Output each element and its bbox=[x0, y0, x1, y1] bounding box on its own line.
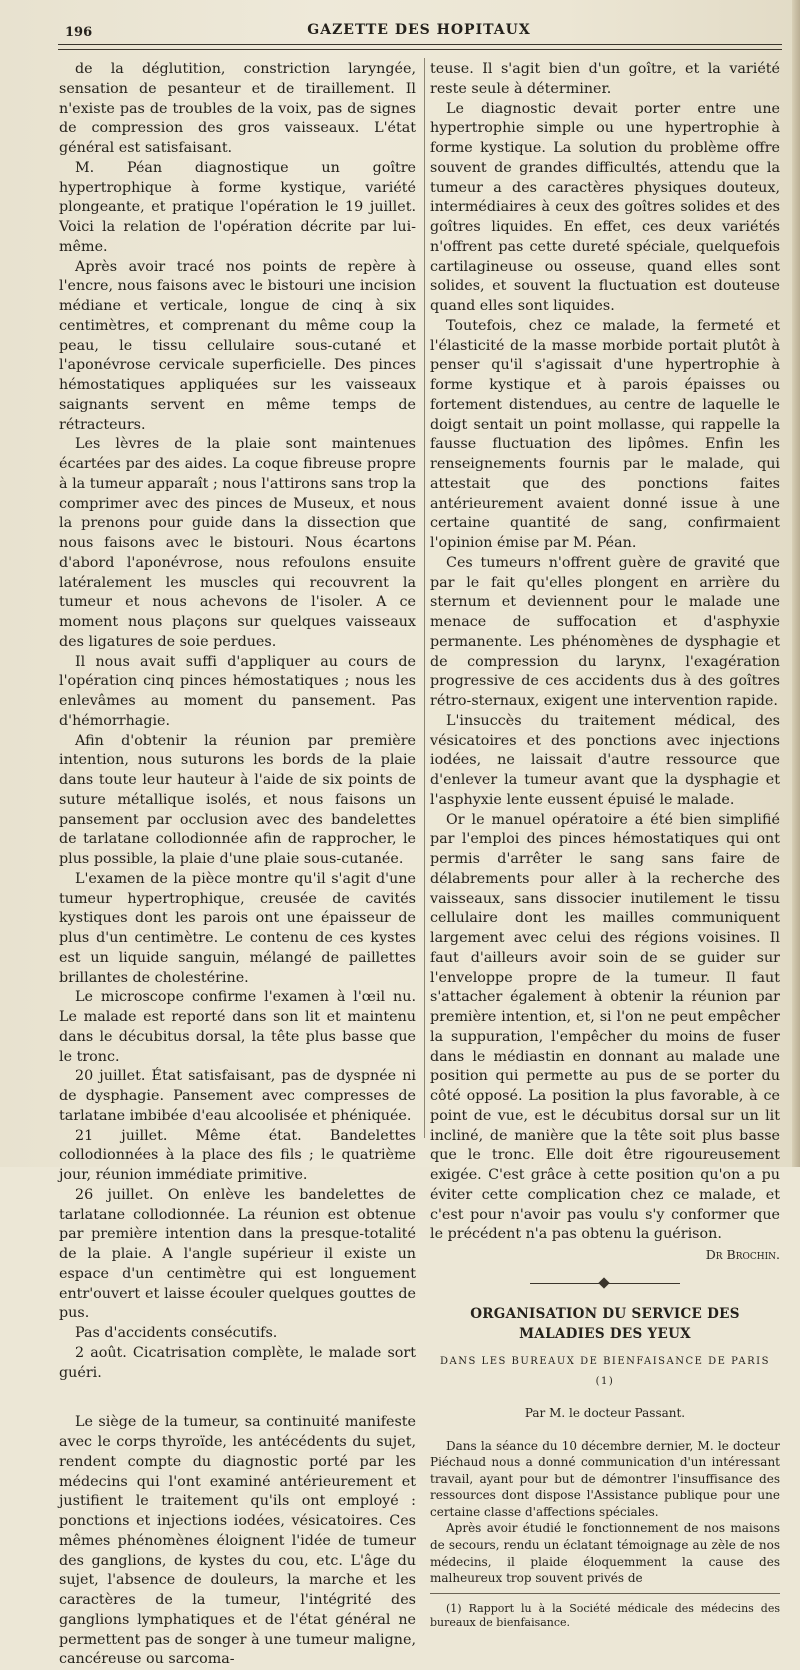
paragraph: Dans la séance du 10 décembre dernier, M. le docteur Piéchaud nous a donné communication d'un intéressant travail, ayant pour but de démontrer l'insuffisance des ressources dont dispose l'Assistance publique pour une certaine classe d'affections spéciales. bbox=[430, 1438, 780, 1519]
section-subtitle: DANS LES BUREAUX DE BIENFAISANCE DE PARIS (1) bbox=[440, 1356, 770, 1387]
footnote: (1) Rapport lu à la Société médicale des médecins des bureaux de bienfaisance. bbox=[430, 1601, 780, 1629]
paragraph: Le diagnostic devait porter entre une hypertrophie simple ou une hypertrophie à forme kystique. La solution du problème offre souvent de grandes difficultés, attendu que la tumeur a des caractères physiques douteux, intermédiaires à ceux des goîtres solides et des goîtres liquides. En effet, ces deux variétés n'offrent pas cette dureté spéciale, quelquefois cartilagineuse ou osseuse, quand elles sont solides, et souvent la fluctuation est douteuse quand elles sont liquides. bbox=[430, 100, 780, 314]
paragraph: Après avoir tracé nos points de repère à l'encre, nous faisons avec le bistouri une incision médiane et verticale, longue de cinq à six centimètres, et comprenant du même coup la peau, le tissu cellulaire sous-cutané et l'aponévrose cervicale superficielle. Des pinces hémostatiques appliquées sur les vaisseaux saignants servent en même temps de rétracteurs. bbox=[59, 258, 416, 433]
author-signature: Dr Brochin. bbox=[705, 1247, 780, 1262]
paragraph: 26 juillet. On enlève les bandelettes de tarlatane collodionnée. La réunion est obtenue par première intention dans la presque-totalité de la plaie. A l'angle supérieur il existe un espace d'un centimètre qui est longuement entr'ouvert et laisse écouler quelques gouttes de pus. bbox=[59, 1186, 416, 1322]
paragraph: de la déglutition, constriction laryngée, sensation de pesanteur et de tiraillement. Il n'existe pas de troubles de la voix, pas de signes de compression des gros vaisseaux. L'état général est satisfaisant. bbox=[59, 61, 416, 156]
paragraph: Or le manuel opératoire a été bien simplifié par l'emploi des pinces hémostatiques qui ont permis d'arrêter le sang sans faire de délabrements pour aller à la recherche des vaisseaux, sans dissocier inutilement le tissu cellulaire dont les mailles communiquent largement avec celui des régions voisines. Il faut d'ailleurs avoir soin de se guider sur l'enveloppe propre de la tumeur. Il faut s'attacher également à obtenir la réunion par première intention, et, si l'on ne peut empêcher la suppuration, l'empêcher du moins de fuser dans le médiastin en donnant au malade une position qui permette au pus de se porter du côté opposé. La position la plus favorable, à ce point de vue, est le décubitus dorsal sur un lit incliné, de manière que la tête soit plus basse que le tronc. Elle doit être rigoureusement exigée. C'est grâce à cette position qu'on a pu éviter cette complication chez ce malade, et c'est pour n'avoir pas voulu s'y conformer que le précédent n'a pas obtenu la guérison. bbox=[430, 811, 780, 1243]
paragraph: L'insuccès du traitement médical, des vésicatoires et des ponctions avec injections iodées, ne laissait d'autre ressource que d'enlever la tumeur avant que la dysphagie et l'asphyxie lente eussent épuisé le malade. bbox=[430, 712, 780, 808]
paragraph: 20 juillet. État satisfaisant, pas de dyspnée ni de dysphagie. Pansement avec compresses de tarlatane imbibée d'eau alcoolisée et phéniquée. bbox=[59, 1068, 416, 1124]
paragraph: 21 juillet. Même état. Bandelettes collodionnées à la place des fils ; le quatrième jour, réunion immédiate primitive. bbox=[59, 1127, 416, 1183]
column-divider bbox=[424, 58, 425, 1138]
running-title: GAZETTE DES HOPITAUX bbox=[307, 22, 531, 38]
page-edge bbox=[792, 0, 800, 1167]
paragraph: M. Péan diagnostique un goître hypertrophique à forme kystique, variété plongeante, et pratique l'opération le 19 juillet. Voici la relation de l'opération décrite par lui-même. bbox=[59, 159, 416, 255]
section-author: Par M. le docteur Passant. bbox=[524, 1405, 686, 1420]
paragraph: Le siège de la tumeur, sa continuité manifeste avec le corps thyroïde, les antécédents du sujet, rendent compte du diagnostic porté par les médecins qui l'ont examiné antérieurement et justifient le traitement qu'ils ont employé : ponctions et injections iodées, vésicatoires. Ces mêmes phénomènes éloignent l'idée de tumeur des ganglions, de kystes du cou, etc. L'âge du sujet, l'absence de douleurs, la marche et les caractères de la tumeur, l'intégrité des ganglions lymphatiques et de l'état général ne permettent pas de songer à une tumeur maligne, cancéreuse ou sarcoma- bbox=[59, 1414, 416, 1668]
paragraph: 2 août. Cicatrisation complète, le malade sort guéri. bbox=[59, 1344, 416, 1381]
paragraph: L'examen de la pièce montre qu'il s'agit d'une tumeur hypertrophique, creusée de cavités kystiques dont les parois ont une épaisseur de plus d'un centimètre. Le contenu de ces kystes est un liquide sanguin, mélangé de paillettes brillantes de cholestérine. bbox=[59, 870, 416, 986]
page-number: 196 bbox=[65, 25, 93, 40]
paragraph: Après avoir étudié le fonctionnement de nos maisons de secours, rendu un éclatant témoignage au zèle de nos médecins, il plaide éloquemment la cause des malheureux trop souvent privés de bbox=[430, 1521, 780, 1586]
paragraph: teuse. Il s'agit bien d'un goître, et la variété reste seule à déterminer. bbox=[430, 61, 780, 97]
paragraph: Afin d'obtenir la réunion par première intention, nous suturons les bords de la plaie dans toute leur hauteur à l'aide de six points de suture métallique isolés, et nous faisons un pansement par occlusion avec des bandelettes de tarlatane collodionnée afin de rapprocher, le plus possible, la plaie d'une plaie sous-cutanée. bbox=[59, 732, 416, 867]
paragraph: Ces tumeurs n'offrent guère de gravité que par le fait qu'elles plongent en arrière du sternum et deviennent pour le malade une menace de suffocation et d'asphyxie permanente. Les phénomènes de dysphagie et de compression du larynx, l'exagération progressive de ces accidents dus à des goîtres rétro-sternaux, exigent une intervention rapide. bbox=[430, 554, 780, 709]
paragraph: Pas d'accidents consécutifs. bbox=[75, 1325, 278, 1341]
section-title: ORGANISATION DU SERVICE DES MALADIES DES YEUX bbox=[470, 1305, 740, 1342]
paragraph: Il nous avait suffi d'appliquer au cours de l'opération cinq pinces hémostatiques ; nous les enlevâmes au moment du pansement. Pas d'hémorrhagie. bbox=[59, 653, 416, 729]
footnote-rule bbox=[430, 1593, 780, 1594]
right-column bbox=[430, 60, 780, 1630]
left-column bbox=[59, 60, 416, 1670]
page-header bbox=[58, 22, 780, 44]
paragraph: Les lèvres de la plaie sont maintenues écartées par des aides. La coque fibreuse propre à la tumeur apparaît ; nous l'attirons sans trop la comprimer avec des pinces de Museux, et nous la prenons pour guide dans la dissection que nous faisons avec le bistouri. Nous écartons d'abord l'aponévrose, nous refoulons ensuite latéralement les muscles qui recouvrent la tumeur et nous achevons de l'isoler. A ce moment nous plaçons sur quelques vaisseaux des ligatures de soie perdues. bbox=[59, 436, 416, 650]
header-rule bbox=[58, 44, 782, 50]
section-ornament bbox=[530, 1279, 680, 1287]
ornament-diamond bbox=[598, 1277, 609, 1288]
paragraph: Toutefois, chez ce malade, la fermeté et l'élasticité de la masse morbide portait plutôt à penser qu'il s'agissait d'une hypertrophie à forme kystique et à parois épaisses ou fortement distendues, au centre de laquelle le doigt sentait un point mollasse, qui rappelle la fausse fluctuation des lipômes. Enfin les renseignements fournis par le malade, qui attestait que des ponctions faites antérieurement avaient donné issue à une certaine quantité de sang, confirmaient l'opinion émise par M. Péan. bbox=[430, 317, 780, 551]
section-body bbox=[430, 1438, 780, 1587]
paragraph: Le microscope confirme l'examen à l'œil nu. Le malade est reporté dans son lit et maintenu dans le décubitus dorsal, la tête plus basse que le tronc. bbox=[59, 989, 416, 1065]
